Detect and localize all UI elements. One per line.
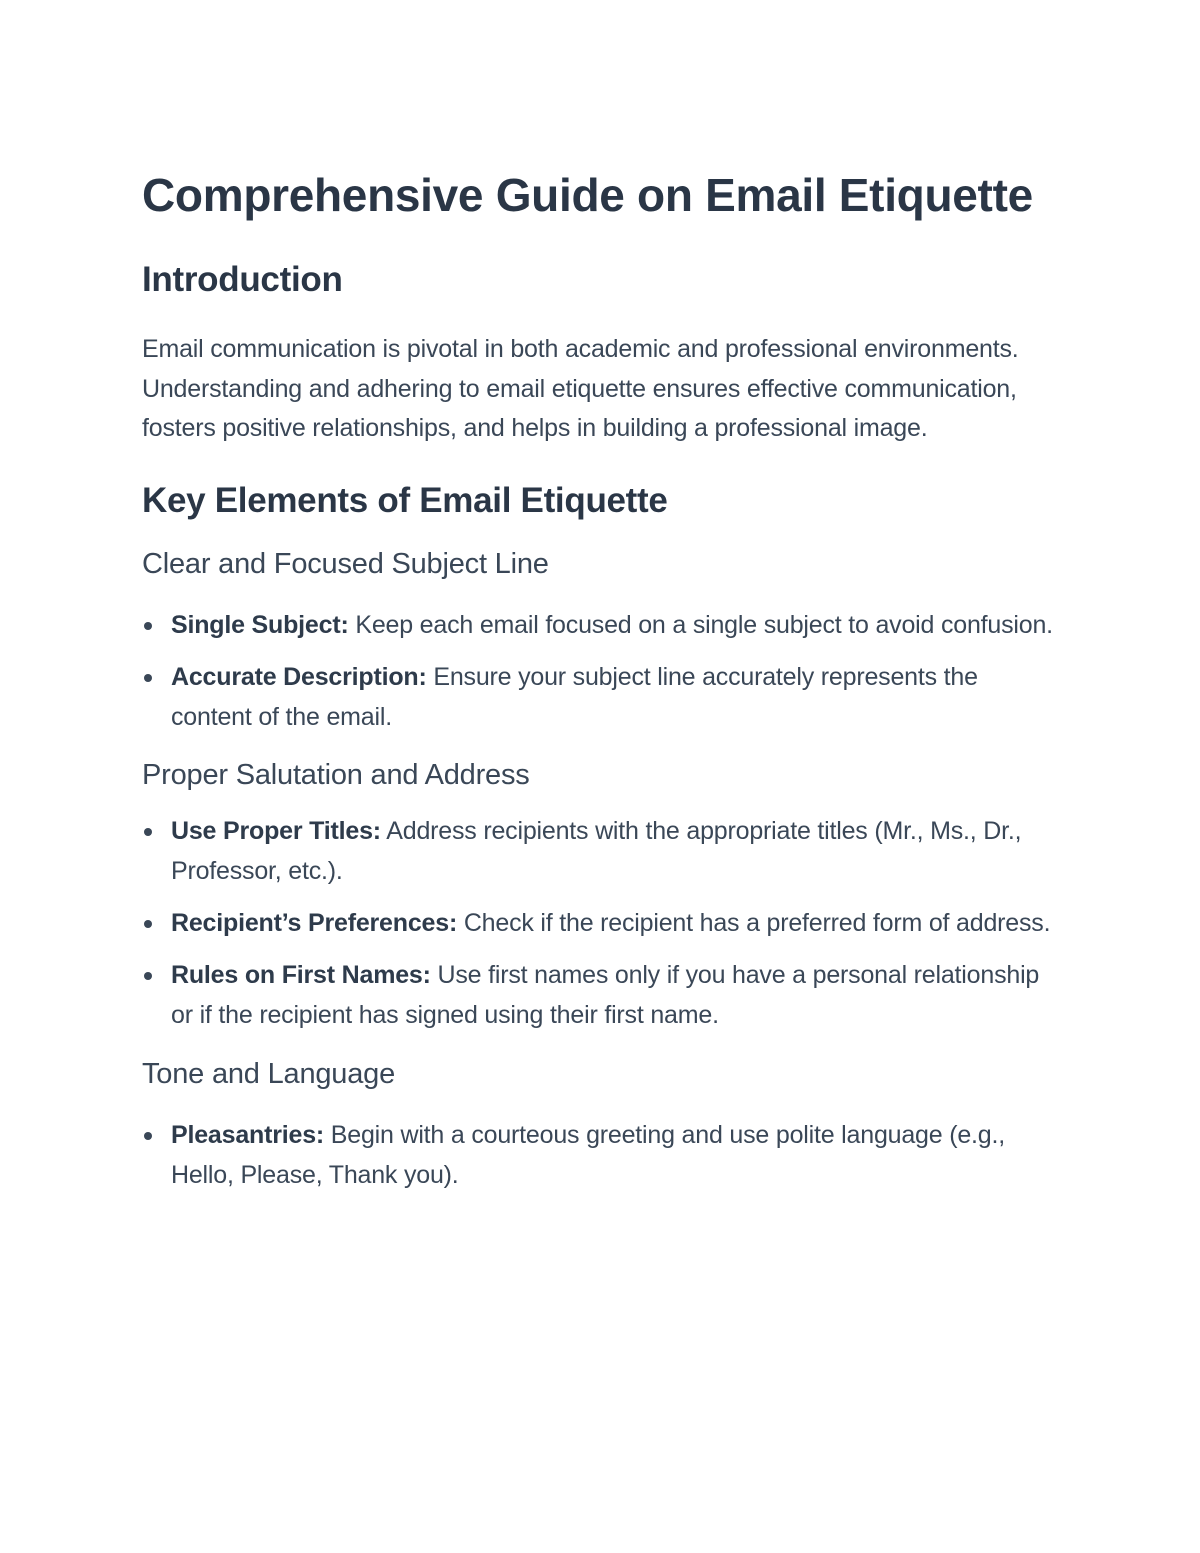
document-page [142,164,1062,1195]
section-heading-subject-line: Clear and Focused Subject Line [142,547,549,580]
list-item [142,955,1062,1035]
bullet-term: Use Proper Titles: [171,816,381,845]
section-heading-salutation: Proper Salutation and Address [142,758,530,791]
bullet-icon [144,1132,152,1140]
bullet-term: Recipient’s Preferences: [171,908,458,937]
introduction-paragraph: Email communication is pivotal in both academic and professional environments. Understanding and adhering to email etiquette ensures effective communication, fosters positive relationships, and helps in building a professional image. [142,335,1019,442]
bullet-icon [144,972,152,980]
bullet-icon [144,674,152,682]
section-heading-tone: Tone and Language [142,1057,396,1090]
bullet-term: Pleasantries: [171,1120,325,1149]
bullet-term: Single Subject: [171,610,349,639]
document-title: Comprehensive Guide on Email Etiquette [142,169,1033,221]
bullet-text: Use first names only if you have a personal relationship or if the recipient has signed using their first name. [171,960,1040,1029]
key-elements-heading: Key Elements of Email Etiquette [142,480,668,520]
list-item [142,1115,1062,1195]
bullet-term: Accurate Description: [171,662,427,691]
list-item [142,903,1062,943]
bullet-list-salutation [142,811,1062,1035]
list-item [142,605,1062,645]
bullet-text: Address recipients with the appropriate titles (Mr., Ms., Dr., Professor, etc.). [171,816,1022,885]
bullet-list-subject-line [142,605,1062,737]
bullet-icon [144,622,152,630]
list-item [142,657,1062,737]
bullet-icon [144,828,152,836]
introduction-heading: Introduction [142,260,343,299]
bullet-text: Keep each email focused on a single subject to avoid confusion. [348,610,1053,639]
list-item [142,811,1062,891]
bullet-text: Check if the recipient has a preferred form of address. [457,908,1051,937]
bullet-term: Rules on First Names: [171,960,431,989]
bullet-text: Begin with a courteous greeting and use polite language (e.g., Hello, Please, Thank you). [171,1120,1005,1189]
bullet-icon [144,920,152,928]
bullet-text: Ensure your subject line accurately represents the content of the email. [171,662,978,731]
bullet-list-tone [142,1115,1062,1195]
